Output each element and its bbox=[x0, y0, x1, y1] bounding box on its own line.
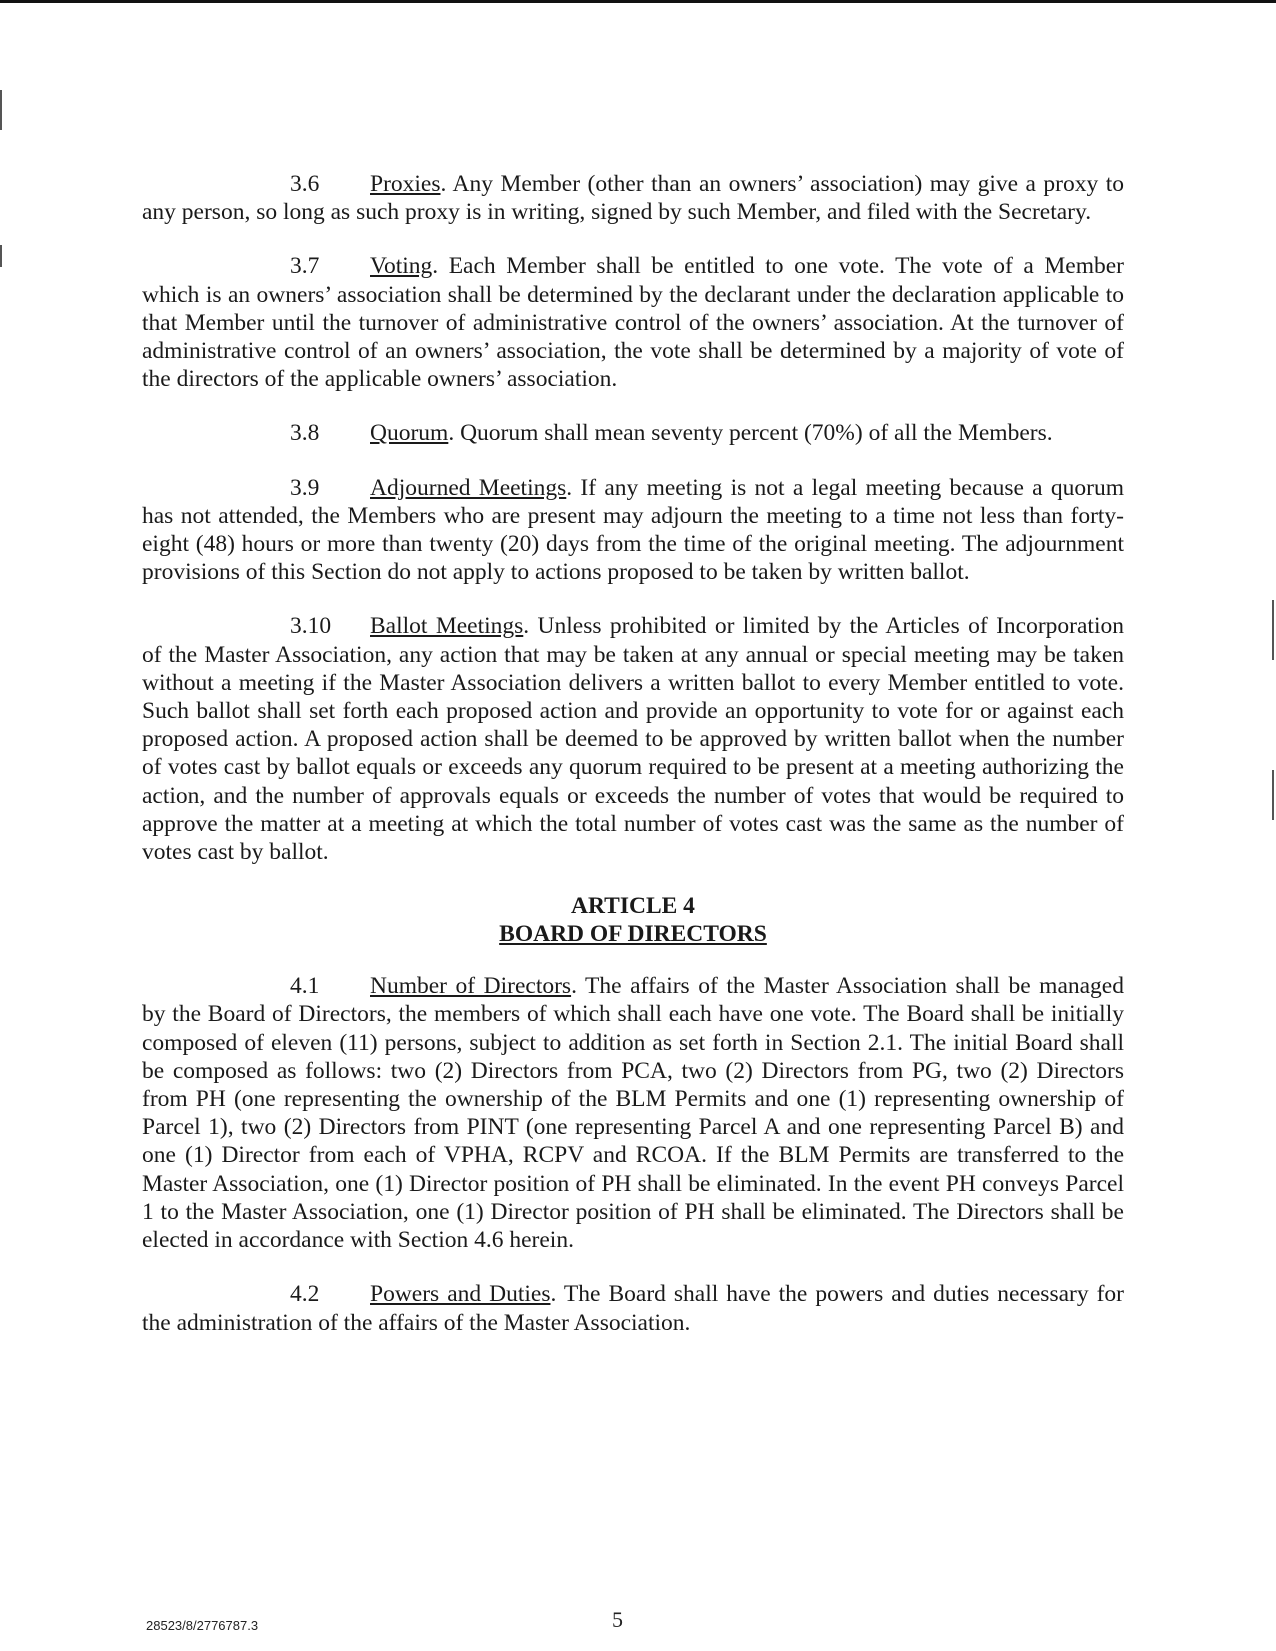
scan-mark-right-lower bbox=[1272, 770, 1274, 820]
section-text: . If any meeting is not a legal meeting because a quorum has not attended, the Members who are present may adjourn the meeting to a time not less than forty-eight (48) hours or more than twenty (20) days from the time of the original meeting. The adjournment provisions of this Section do not apply to actions proposed to be taken by written ballot. bbox=[142, 474, 1125, 586]
section-number: 3.10 bbox=[290, 613, 332, 640]
article-label: ARTICLE 4 bbox=[571, 893, 695, 920]
section-title: Proxies bbox=[370, 171, 441, 197]
scan-mark-left bbox=[0, 90, 2, 130]
article-header bbox=[142, 892, 1124, 948]
section-3-8 bbox=[142, 419, 1124, 447]
section-3-10 bbox=[142, 612, 1124, 866]
section-3-9 bbox=[142, 474, 1124, 587]
section-number: 3.9 bbox=[290, 474, 320, 501]
section-number: 3.8 bbox=[290, 420, 320, 447]
page-top-edge bbox=[0, 0, 1276, 3]
document-code: 28523/8/2776787.3 bbox=[146, 1618, 259, 1633]
section-4-2 bbox=[142, 1280, 1124, 1336]
section-text: . Each Member shall be entitled to one vote. The vote of a Member which is an owners’ association shall be determined by the declarant under the declaration applicable to that Member until the turnover of administrative control of the owners’ association. At the turnover of administrative control of an owners’ association, the vote shall be determined by a majority of vote of the directors of the applicable owners’ association. bbox=[142, 253, 1124, 393]
section-number: 4.1 bbox=[290, 973, 320, 1000]
section-3-7 bbox=[142, 252, 1124, 393]
section-text: . Any Member (other than an owners’ association) may give a proxy to any person, so long as such proxy is in writing, signed by such Member, and filed with the Secretary. bbox=[142, 171, 1124, 226]
section-title: Voting bbox=[370, 253, 433, 280]
section-text: . Unless prohibited or limited by the Articles of Incorporation of the Master Association, any action that may be taken at any annual or special meeting may be taken without a meeting if the Master Association delivers a written ballot to every Member entitled to vote. Such ballot shall set forth each proposed action and provide an opportunity to vote for or against each proposed action. A proposed action shall be deemed to be approved by written ballot when the number of votes cast by ballot equals or exceeds any quorum required to be present at a meeting authorizing the action, and the number of approvals equals or exceeds the number of votes that would be required to approve the matter at a meeting at which the total number of votes cast was the same as the number of votes cast by ballot. bbox=[142, 613, 1124, 866]
section-text: . Quorum shall mean seventy percent (70%) of all the Members. bbox=[448, 420, 1053, 447]
section-title: Quorum bbox=[370, 420, 449, 447]
section-text: . The affairs of the Master Association shall be managed by the Board of Directors, the members of which shall each have one vote. The Board shall be initially composed of eleven (11) persons, subject to addition as set forth in Section 2.1. The initial Board shall be composed as follows: two (2) Directors from PCA, two (2) Directors from PG, two (2) Directors from PH (one representing the ownership of the BLM Permits and one (1) representing ownership of Parcel 1), two (2) Directors from PINT (one representing Parcel A and one representing Parcel B) and one (1) Director from each of VPHA, RCPV and RCOA. If the BLM Permits are transferred to the Master Association, one (1) Director position of PH shall be eliminated. In the event PH conveys Parcel 1 to the Master Association, one (1) Director position of PH shall be eliminated. The Directors shall be elected in accordance with Section 4.6 herein. bbox=[142, 973, 1124, 1254]
page-number: 5 bbox=[612, 1607, 623, 1632]
section-title: Powers and Duties bbox=[370, 1281, 551, 1308]
section-number: 4.2 bbox=[290, 1281, 320, 1308]
document-body bbox=[142, 170, 1124, 1363]
section-number: 3.6 bbox=[290, 171, 320, 197]
section-number: 3.7 bbox=[290, 253, 320, 280]
scan-mark-left-lower bbox=[0, 245, 2, 267]
section-4-1 bbox=[142, 972, 1124, 1254]
section-title: Number of Directors bbox=[370, 973, 572, 1000]
article-heading: BOARD OF DIRECTORS bbox=[499, 921, 767, 948]
scan-mark-right bbox=[1272, 600, 1274, 660]
section-3-6 bbox=[142, 170, 1124, 226]
section-title: Adjourned Meetings bbox=[370, 474, 567, 501]
section-title: Ballot Meetings bbox=[370, 613, 524, 640]
section-text: . The Board shall have the powers and duties necessary for the administration of the affairs of the Master Association. bbox=[142, 1281, 1125, 1336]
